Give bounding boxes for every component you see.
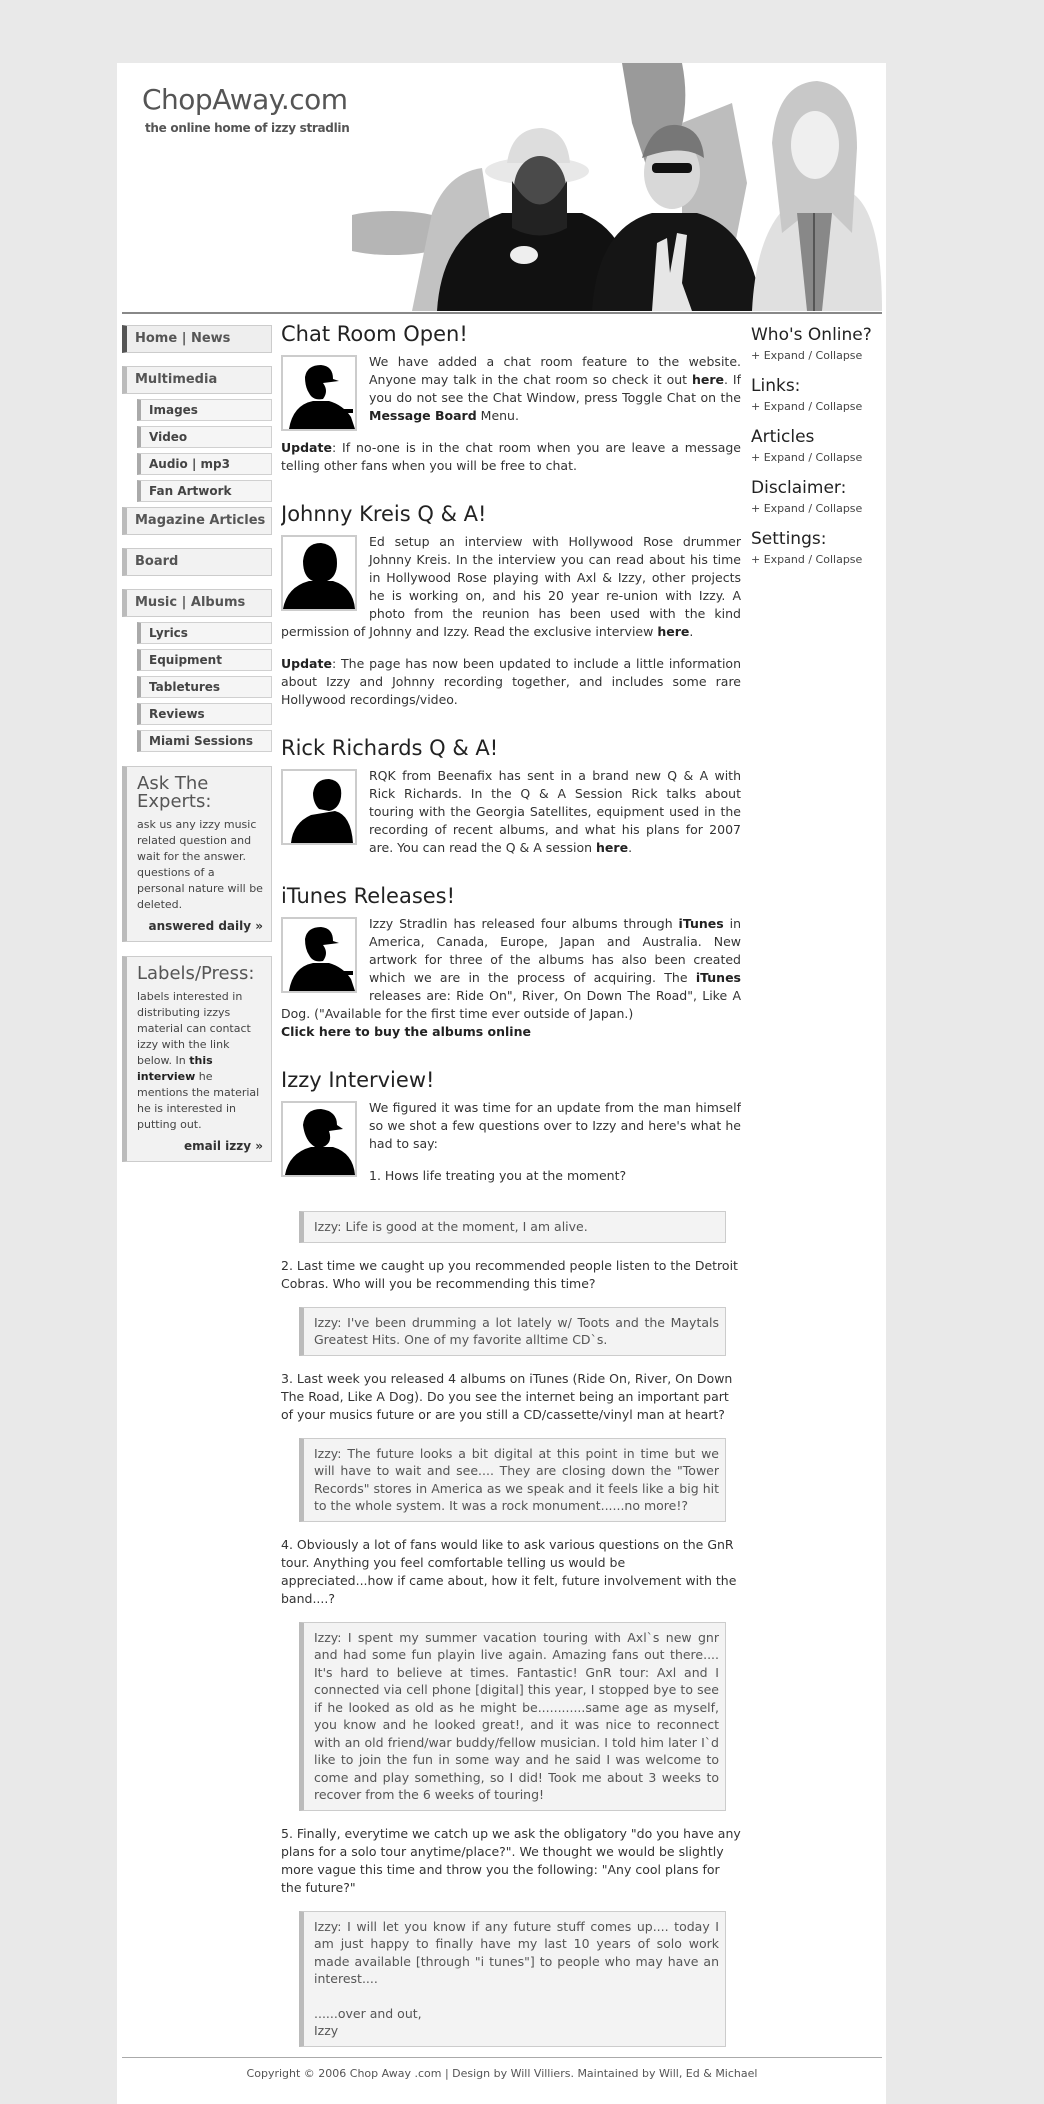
links-toggle[interactable]: + Expand / Collapse (751, 400, 863, 413)
interview-question: 3. Last week you released 4 albums on iTunes (Ride On, River, On Down The Road, Like A Dog). Do you see the internet being an important part of your musics future or are you still a CD/cassette/vinyl man at heart? (281, 1370, 733, 1422)
news-title: iTunes Releases! (281, 884, 456, 908)
email-izzy-link[interactable]: email izzy » (184, 1139, 263, 1153)
nav-music-albums[interactable]: Music | Albums (122, 589, 272, 617)
silhouette-thumbnail (281, 355, 357, 431)
header-divider (122, 312, 882, 314)
nav-home-news[interactable]: Home | News (122, 325, 272, 353)
message-board-link[interactable]: Message Board (369, 408, 477, 423)
whos-online-toggle[interactable]: + Expand / Collapse (751, 349, 863, 362)
ask-experts-text: ask us any izzy music related question and wait for the answer. questions of a personal nature will be deleted. (137, 818, 263, 911)
left-navigation (122, 325, 272, 1162)
disclaimer-heading: Disclaimer: (751, 478, 847, 498)
nav-magazine-articles[interactable]: Magazine Articles (122, 507, 272, 535)
answered-daily-link[interactable]: answered daily » (148, 919, 263, 933)
labels-press-text (137, 989, 263, 1133)
answer-line: Izzy (314, 2023, 339, 2038)
silhouette-icon (283, 1103, 355, 1175)
nav-fan-artwork[interactable]: Fan Artwork (137, 480, 272, 502)
nav-miami-sessions[interactable]: Miami Sessions (137, 730, 272, 752)
update-label: Update (281, 656, 332, 671)
nav-images[interactable]: Images (137, 399, 272, 421)
interview-question: 1. Hows life treating you at the moment? (369, 1168, 627, 1183)
itunes-link[interactable]: iTunes (695, 970, 741, 985)
interview-question: 2. Last time we caught up you recommended people listen to the Detroit Cobras. Who will you be recommending this time? (281, 1257, 738, 1291)
ask-experts-box (122, 766, 272, 942)
answer-line: Izzy: I will let you know if any future stuff comes up.... today I am just happy to finally have my last 10 years of solo work made available [through "i tunes"] to people who may have an interest.... (314, 1918, 719, 1986)
answer-line: ......over and out, (314, 2005, 422, 2021)
text: : If no-one is in the chat room when you are leave a message telling other fans when you will be free to chat. (281, 440, 741, 473)
news-item (281, 501, 741, 723)
news-update (281, 439, 741, 475)
news-item (281, 883, 741, 1055)
update-label: Update (281, 440, 332, 455)
interview-answer (299, 1911, 726, 2047)
silhouette-thumbnail (281, 535, 357, 611)
text: releases are: Ride On", River, On Down The Road", Like A Dog. ("Available for the first time ever outside of Japan.) (281, 988, 741, 1021)
text: RQK from Beenafix has sent in a brand new Q & A with Rick Richards. In the Q & A Session Rick talks about touring with the Georgia Satellites, equipment used in the recording of recent albums, and what his plans for 2007 are. You can read the Q & A session (369, 768, 741, 855)
text: . (628, 840, 633, 855)
news-title: Izzy Interview! (281, 1068, 435, 1092)
interview-answer: Izzy: The future looks a bit digital at this point in time but we will have to wait and see.... They are closing down the "Tower Records" stores in America as we speak and it feels like a big hit to the whole system. It was a rock monument......no more!? (299, 1438, 726, 1522)
right-sidebar (751, 325, 881, 580)
nav-tabletures[interactable]: Tabletures (137, 676, 272, 698)
labels-text-b: he mentions the material he is interested in putting out. (137, 1070, 260, 1131)
articles-toggle[interactable]: + Expand / Collapse (751, 451, 863, 464)
text: . (689, 624, 694, 639)
text: Ed setup an interview with Hollywood Rose drummer Johnny Kreis. In the interview you can read about his time in Hollywood Rose playing with Axl & Izzy, other projects he is working on, and his 20 year re-union with Izzy. A photo from the reunion has been used with the kind permission of Johnny and Izzy. Read the exclusive interview (281, 534, 741, 639)
qa-here-link[interactable]: here (596, 840, 629, 855)
news-title: Johnny Kreis Q & A! (281, 502, 487, 526)
nav-equipment[interactable]: Equipment (137, 649, 272, 671)
interview-here-link[interactable]: here (657, 624, 690, 639)
silhouette-icon (283, 771, 355, 843)
itunes-link[interactable]: iTunes (678, 916, 724, 931)
chat-here-link[interactable]: here (691, 372, 724, 387)
interview-question: 5. Finally, everytime we catch up we ask the obligatory "do you have any plans for a solo tour anytime/place?". We thought we would be slightly more vague this time and throw you the following: "Any cool plans for the future?" (281, 1825, 741, 1895)
interview-answer: Izzy: Life is good at the moment, I am alive. (299, 1211, 726, 1243)
interview-answer: Izzy: I spent my summer vacation touring with Axl`s new gnr and had some fun playin live again. Amazing fans out there.... It's hard to believe at times. Fantastic! GnR tour: Axl and I connected via cell phone [digital] this year, I stopped bye to see if he looked as old as he might be............same age as myself, you know and he looked great!, and it was nice to reconnect with an old friend/war buddy/fellow musician. I told him later I`d like to join the fun in some way and he said I was welcome to come and play something, so I did! Took me about 3 weeks to recover from the 6 weeks of touring! (299, 1622, 726, 1811)
nav-reviews[interactable]: Reviews (137, 703, 272, 725)
site-tagline: the online home of izzy stradlin (145, 121, 350, 135)
nav-board[interactable]: Board (122, 548, 272, 576)
silhouette-thumbnail (281, 769, 357, 845)
text: Menu. (476, 408, 519, 423)
news-item (281, 1067, 741, 1199)
silhouette-icon (283, 919, 355, 991)
labels-text-a: labels interested in distributing izzys material can contact izzy with the link below. In (137, 990, 251, 1067)
silhouette-icon (283, 537, 355, 609)
text: We have added a chat room feature to the website. Anyone may talk in the chat room so check it out (369, 354, 741, 387)
site-header (122, 63, 882, 311)
site-title[interactable]: ChopAway.com (142, 83, 348, 116)
settings-toggle[interactable]: + Expand / Collapse (751, 553, 863, 566)
page-container (117, 63, 886, 2104)
links-heading: Links: (751, 376, 801, 396)
buy-albums-paragraph (281, 1023, 741, 1041)
silhouette-thumbnail (281, 917, 357, 993)
news-item (281, 321, 741, 489)
footer-copyright: Copyright © 2006 Chop Away .com | Design by Will Villiers. Maintained by Will, Ed & Michael (246, 2067, 758, 2080)
nav-lyrics[interactable]: Lyrics (137, 622, 272, 644)
silhouette-icon (283, 357, 355, 429)
labels-press-box (122, 956, 272, 1162)
buy-albums-link[interactable]: Click here to buy the albums online (281, 1024, 531, 1039)
disclaimer-toggle[interactable]: + Expand / Collapse (751, 502, 863, 515)
text: in America, Canada, Europe, Japan and Australia. New artwork for three of the albums has also been created which we are in the process of acquiring. The (369, 916, 741, 985)
text: . If you do not see the Chat Window, press Toggle Chat on the (369, 372, 741, 405)
whos-online-heading: Who's Online? (751, 325, 872, 345)
news-update (281, 655, 741, 709)
header-band-photo (352, 63, 882, 311)
interview-answer: Izzy: I've been drumming a lot lately w/ Toots and the Maytals Greatest Hits. One of my favorite alltime CD`s. (299, 1307, 726, 1356)
footer-divider (122, 2057, 882, 2058)
nav-video[interactable]: Video (137, 426, 272, 448)
interview-intro: We figured it was time for an update from the man himself so we shot a few questions over to Izzy and here's what he had to say: (369, 1100, 741, 1151)
this-interview-link[interactable]: this interview (137, 1054, 213, 1083)
ask-experts-title: Ask The Experts: (137, 773, 212, 812)
articles-heading: Articles (751, 427, 815, 447)
news-title: Rick Richards Q & A! (281, 736, 499, 760)
interview-question: 4. Obviously a lot of fans would like to ask various questions on the GnR tour. Anything you feel comfortable telling us would be appreciated...how if came about, how it felt, future involvement with the band....? (281, 1536, 737, 1606)
text: Izzy Stradlin has released four albums through (369, 916, 679, 931)
settings-heading: Settings: (751, 529, 827, 549)
silhouette-thumbnail (281, 1101, 357, 1177)
news-title: Chat Room Open! (281, 322, 468, 346)
text: : The page has now been updated to include a little information about Izzy and Johnny recording together, and includes some rare Hollywood recordings/video. (281, 656, 741, 707)
nav-multimedia[interactable]: Multimedia (122, 366, 272, 394)
main-content (281, 321, 741, 2061)
news-item (281, 735, 741, 871)
nav-audio-mp3[interactable]: Audio | mp3 (137, 453, 272, 475)
labels-press-title: Labels/Press: (137, 963, 255, 984)
